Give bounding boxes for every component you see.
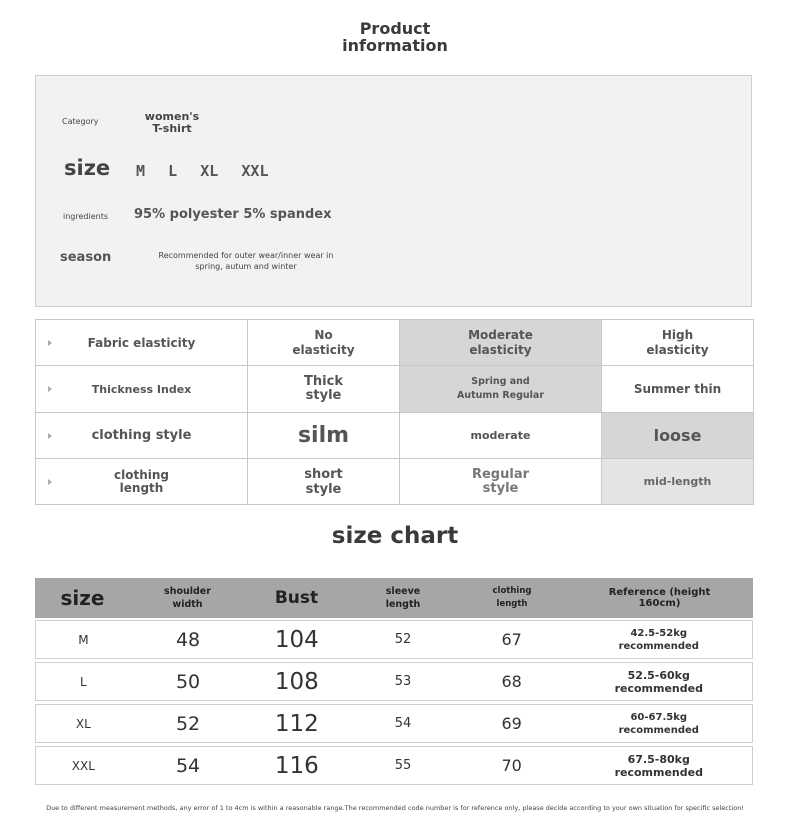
size-option-m: M: [136, 162, 146, 180]
table-row: [35, 620, 753, 659]
season-label: season: [60, 250, 112, 265]
cell-length: 67: [501, 630, 522, 649]
cell-length: 70: [501, 756, 522, 775]
category-value-line1: women's: [144, 110, 200, 123]
triangle-bullet-icon: [48, 340, 52, 346]
header-reference: Reference (height 160cm): [608, 587, 711, 609]
attribute-option-selected: Spring and Autumn Regular: [400, 366, 602, 413]
cell-bust: 112: [274, 710, 319, 737]
triangle-bullet-icon: [48, 386, 52, 392]
cell-length: 69: [501, 714, 522, 733]
page-title: [0, 20, 790, 54]
ingredients-value: 95% polyester 5% spandex: [134, 207, 332, 222]
attribute-grid: [35, 319, 754, 505]
season-value-line1: Recommended for outer wear/inner wear in: [158, 251, 334, 260]
size-option-xxl: XXL: [241, 162, 269, 180]
header-sleeve-length: sleeve length: [385, 586, 421, 610]
attribute-label: clothing length: [114, 467, 169, 495]
cell-length: 68: [501, 672, 522, 691]
cell-sleeve: 52: [394, 632, 412, 647]
attribute-option: Regular style: [400, 459, 602, 505]
cell-size: XL: [75, 716, 91, 731]
attribute-option-selected: Moderate elasticity: [400, 320, 602, 366]
attribute-option: No elasticity: [248, 320, 400, 366]
size-chart-header: [35, 578, 753, 618]
header-size: size: [60, 586, 105, 610]
cell-size: XXL: [71, 758, 95, 773]
attribute-option-selected: loose: [602, 413, 754, 459]
cell-shoulder: 50: [175, 670, 201, 693]
attribute-label: Fabric elasticity: [87, 335, 196, 350]
attribute-option-selected: mid-length: [602, 459, 754, 505]
cell-size: L: [80, 674, 87, 689]
attribute-label: clothing style: [91, 428, 192, 443]
season-value-line2: spring, autum and winter: [195, 262, 297, 271]
page-title-line2: information: [342, 36, 448, 55]
cell-reference: 52.5-60kg recommended: [614, 668, 703, 695]
attribute-row-thickness: [36, 366, 754, 413]
size-chart-title: size chart: [331, 523, 459, 549]
attribute-label-cell: [36, 320, 248, 366]
cell-bust: 116: [274, 752, 319, 779]
header-shoulder-width: shoulder width: [164, 586, 211, 610]
triangle-bullet-icon: [48, 433, 52, 439]
header-bust: Bust: [274, 588, 319, 608]
attribute-option: moderate: [400, 413, 602, 459]
category-value-line2: T-shirt: [152, 122, 192, 135]
cell-bust: 108: [274, 668, 319, 695]
cell-shoulder: 52: [175, 712, 201, 735]
attribute-label: Thickness Index: [91, 382, 192, 396]
table-row: [35, 662, 753, 701]
attribute-label-cell: [36, 366, 248, 413]
attribute-label-cell: [36, 459, 248, 505]
cell-sleeve: 55: [394, 758, 412, 773]
attribute-option: short style: [248, 459, 400, 505]
product-info-panel: [35, 75, 752, 307]
cell-shoulder: 54: [175, 754, 201, 777]
page-title-line1: Product: [359, 19, 431, 38]
attribute-option: High elasticity: [602, 320, 754, 366]
size-list: [136, 161, 287, 180]
attribute-label-cell: [36, 413, 248, 459]
table-row: [35, 746, 753, 785]
footnote: Due to different measurement methods, any error of 1 to 4cm is within a reasonable range.The recommended code number is for reference only, please decide according to your own situation for specific selection!: [46, 804, 744, 812]
size-option-l: L: [168, 162, 178, 180]
attribute-row-style: [36, 413, 754, 459]
table-row: [35, 704, 753, 743]
size-label: size: [64, 156, 111, 180]
cell-sleeve: 53: [394, 674, 412, 689]
category-value: [132, 111, 212, 135]
header-clothing-length: clothing length: [492, 586, 532, 609]
cell-reference: 42.5-52kg recommended: [618, 627, 699, 652]
ingredients-label: ingredients: [63, 212, 109, 221]
cell-shoulder: 48: [175, 628, 201, 651]
cell-bust: 104: [274, 626, 319, 653]
triangle-bullet-icon: [48, 479, 52, 485]
attribute-row-elasticity: [36, 320, 754, 366]
cell-sleeve: 54: [394, 716, 412, 731]
size-chart-body: [35, 620, 753, 788]
attribute-option: silm: [248, 413, 400, 459]
cell-size: M: [78, 632, 89, 647]
category-label: Category: [62, 117, 99, 126]
attribute-option: Thick style: [248, 366, 400, 413]
attribute-row-length: [36, 459, 754, 505]
cell-reference: 67.5-80kg recommended: [614, 752, 703, 779]
cell-reference: 60-67.5kg recommended: [618, 711, 699, 736]
size-option-xl: XL: [200, 162, 219, 180]
season-value: [136, 250, 356, 272]
attribute-option: Summer thin: [602, 366, 754, 413]
